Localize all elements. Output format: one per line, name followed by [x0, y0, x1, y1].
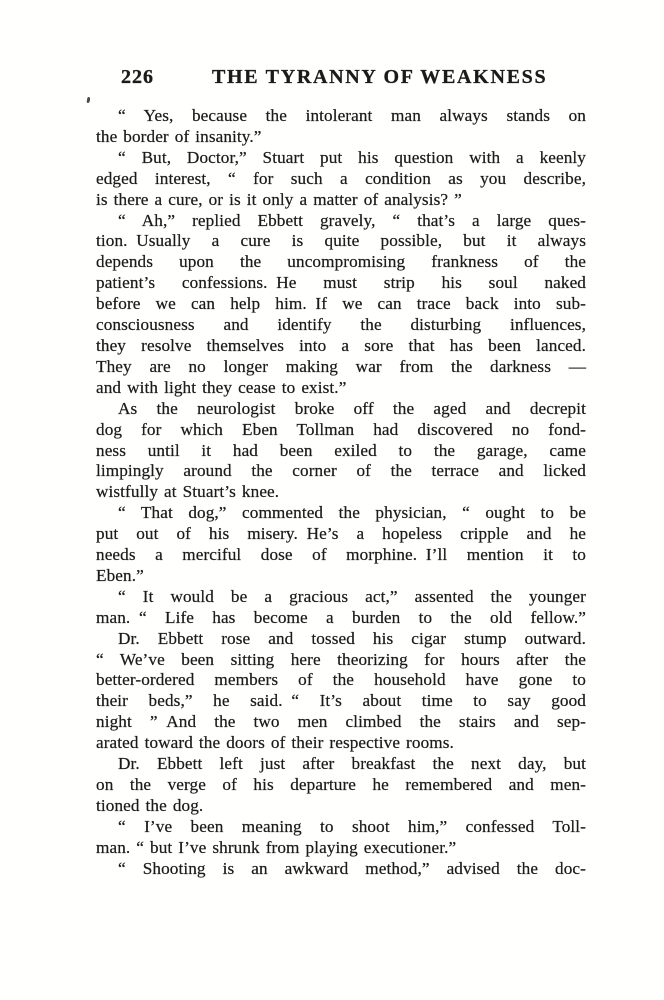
ink-speck-artifact [87, 97, 91, 103]
paragraph [96, 503, 586, 587]
text-line: arated toward the doors of their respective rooms. [96, 733, 454, 753]
text-line: “ I’ve been meaning to shoot him,” confessed Toll- [118, 816, 586, 836]
paragraph [96, 859, 586, 880]
text-line: As the neurologist broke off the aged and decrepit [118, 398, 586, 418]
text-line: Dr. Ebbett rose and tossed his cigar stump outward. [118, 628, 586, 648]
page-header [96, 66, 588, 92]
text-line: ness until it had been exiled to the garage, came [96, 440, 586, 460]
paragraph [96, 817, 586, 859]
text-line: “ Ah,” replied Ebbett gravely, “ that’s a large ques- [118, 210, 586, 230]
text-line: edged interest, “ for such a condition as you describe, [96, 168, 586, 188]
text-line: on the verge of his departure he remembered and men- [96, 775, 586, 794]
text-line: the border of insanity.” [96, 126, 262, 146]
paragraph [96, 399, 586, 504]
text-line: put out of his misery. He’s a hopeless cripple and he [96, 524, 586, 544]
text-line: man. “ Life has become a burden to the old fellow.” [96, 607, 586, 627]
text-line: is there a cure, or is it only a matter of analysis? ” [96, 189, 462, 209]
text-line: Dr. Ebbett left just after breakfast the next day, but [118, 754, 586, 774]
text-line: before we can help him. If we can trace back into sub- [96, 294, 586, 314]
paragraph [96, 754, 586, 817]
text-line: “ Yes, because the intolerant man always stands on [118, 106, 586, 125]
paragraph [96, 211, 586, 399]
text-line: tioned the dog. [96, 795, 204, 815]
text-line: “ That dog,” commented the physician, “ ought to be [118, 503, 586, 523]
text-line: “ But, Doctor,” Stuart put his question with a keenly [118, 147, 586, 167]
page-number: 226 [121, 66, 154, 88]
text-line: they resolve themselves into a sore that has been lanced. [96, 335, 586, 355]
text-line: better-ordered members of the household have gone to [96, 670, 586, 690]
text-line: depends upon the uncompromising frankness of the [96, 252, 586, 272]
text-line: needs a merciful dose of morphine. I’ll mention it to [96, 545, 586, 565]
text-line: “ It would be a gracious act,” assented the younger [118, 586, 586, 606]
text-line: “ Shooting is an awkward method,” advised the doc- [118, 858, 586, 878]
text-line: limpingly around the corner of the terrace and licked [96, 461, 586, 481]
text-line: night ” And the two men climbed the stairs and sep- [96, 712, 586, 732]
text-line: wistfully at Stuart’s knee. [96, 482, 280, 502]
text-line: their beds,” he said. “ It’s about time to say good [96, 691, 586, 711]
running-title: THE TYRANNY OF WEAKNESS [212, 66, 548, 88]
text-line: patient’s confessions. He must strip his soul naked [96, 273, 586, 293]
text-line: “ We’ve been sitting here theorizing for hours after the [96, 649, 586, 669]
page-text [96, 106, 586, 880]
paragraph [96, 629, 586, 754]
text-line: consciousness and identify the disturbing influences, [96, 315, 586, 335]
text-line: They are no longer making war from the darkness — [96, 356, 586, 376]
paragraph [96, 106, 586, 148]
text-line: dog for which Eben Tollman had discovered no fond- [96, 419, 586, 439]
paragraph [96, 148, 586, 211]
text-line: and with light they cease to exist.” [96, 377, 347, 397]
text-line: man. “ but I’ve shrunk from playing executioner.” [96, 837, 457, 857]
paragraph [96, 587, 586, 629]
text-line: tion. Usually a cure is quite possible, but it always [96, 231, 586, 251]
text-line: Eben.” [96, 565, 144, 585]
